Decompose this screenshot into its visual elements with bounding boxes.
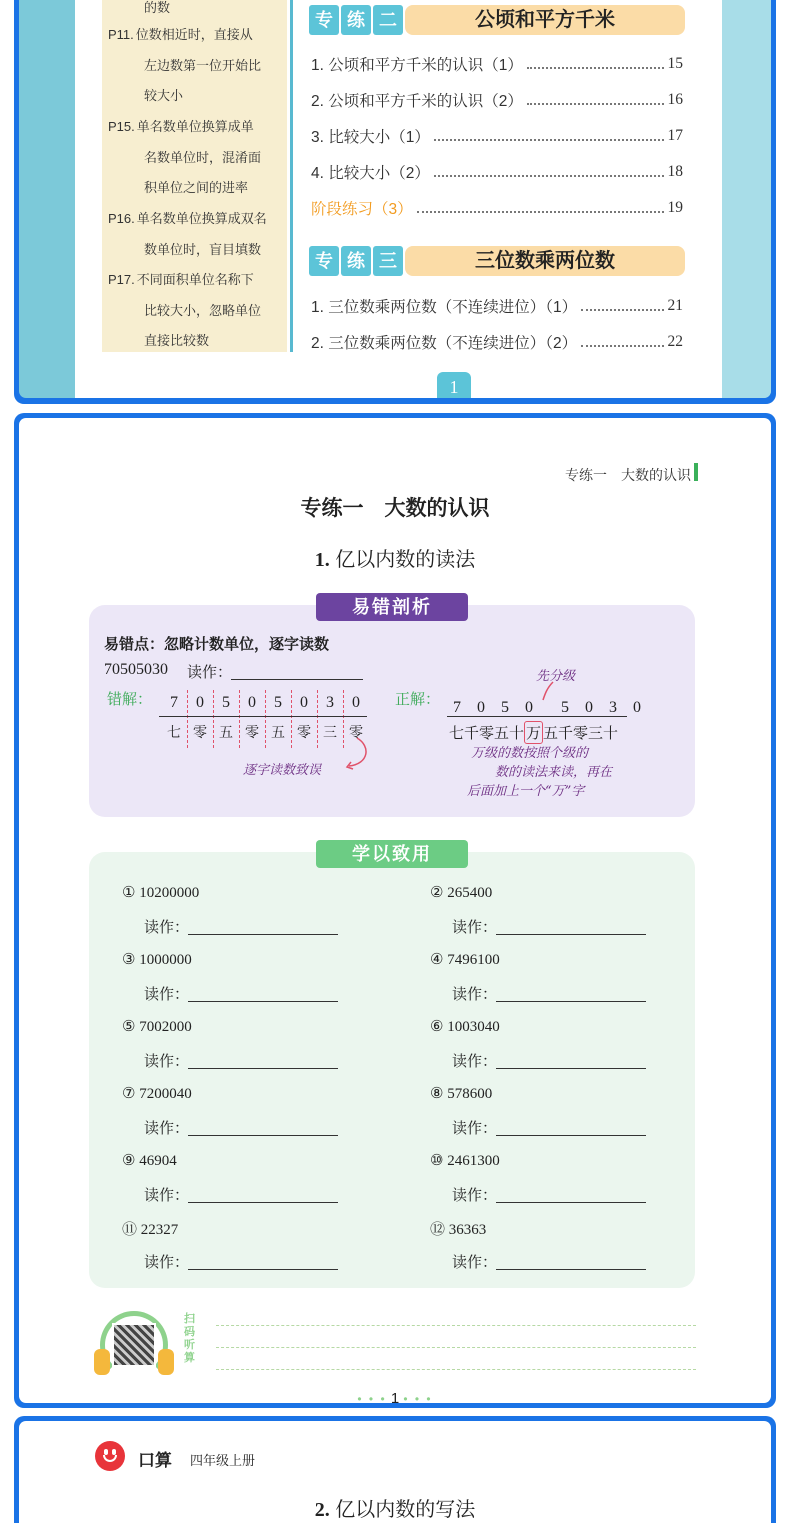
note-line: 比较大小，忽略单位 — [144, 303, 262, 319]
exercise-value: 1000000 — [139, 952, 192, 968]
page-number: 1 — [390, 1390, 400, 1403]
toc-entry[interactable] — [311, 124, 683, 148]
read-label: 读作： — [452, 1053, 498, 1070]
column-divider — [290, 0, 293, 352]
brand-name: 口算 — [138, 1451, 172, 1470]
read-label: 读作： — [144, 1120, 190, 1137]
page-footer: • • • 1 • • • — [19, 1390, 771, 1403]
note-line: 左边数第一位开始比 — [144, 58, 262, 74]
toc-label: 3. 比较大小（1） — [311, 129, 430, 146]
exercise-number — [122, 883, 199, 902]
exercise-index: ⑧ — [430, 1084, 444, 1102]
right-digits: 7 0 5 0 5 0 3 0 — [453, 699, 648, 716]
note-line: 名数单位时，混淆面 — [144, 150, 262, 166]
wrong-solution-label: 错解： — [107, 691, 153, 708]
apply-practice-tag: 学以致用 — [316, 840, 468, 868]
note-line: 不同面积单位名称下 — [136, 273, 254, 288]
note-code: P15. — [108, 119, 135, 134]
note-line: 单名数单位换算成单 — [136, 120, 254, 135]
answer-line[interactable] — [188, 934, 338, 935]
running-head-marker — [694, 463, 698, 481]
read-label: 读作： — [187, 664, 233, 681]
answer-line[interactable] — [188, 1269, 338, 1270]
note-line: 积单位之间的进率 — [144, 181, 249, 196]
qr-code-icon[interactable] — [112, 1323, 156, 1367]
section-chip: 二 — [373, 5, 403, 35]
note-item — [108, 204, 267, 266]
exercise-value: 22327 — [140, 1222, 179, 1238]
note-line: 位数相近时，直接从 — [135, 28, 253, 43]
answer-line[interactable] — [188, 1068, 338, 1069]
contents-page-background — [19, 0, 771, 398]
toc-page: 17 — [667, 127, 683, 144]
wrong-arrow-icon — [319, 736, 379, 776]
note-line: 数单位时，盲目填数 — [144, 242, 262, 258]
error-analysis-tag: 易错剖析 — [316, 593, 468, 621]
exercise-number — [122, 1084, 192, 1103]
notes-line — [216, 1369, 696, 1370]
error-number: 70505030 — [104, 661, 168, 678]
wrong-digit: 0 — [300, 694, 308, 711]
exercise-index: ⑫ — [430, 1220, 446, 1238]
toc-label: 1. 公顷和平方千米的认识（1） — [311, 57, 523, 74]
hint-top: 先分级 — [536, 669, 576, 684]
error-point: 易错点：忽略计数单位，逐字读数 — [104, 636, 330, 653]
exercise-index: ⑩ — [430, 1151, 444, 1169]
toc-page: 22 — [667, 333, 683, 350]
lesson-title-text: 亿以内数的写法 — [335, 1499, 476, 1521]
exercise-value: 36363 — [448, 1222, 487, 1238]
lesson-number: 2. — [314, 1499, 330, 1521]
wrong-char: 零 — [349, 725, 363, 741]
section-title: 三位数乘两位数 — [405, 246, 685, 276]
toc-page: 18 — [667, 163, 683, 180]
wrong-note: 逐字读数致误 — [243, 763, 322, 778]
section-header-2 — [309, 5, 685, 35]
digit-separator — [239, 690, 240, 748]
lesson-title-text: 亿以内数的读法 — [335, 549, 476, 571]
exercise-value: 10200000 — [139, 885, 200, 901]
section-chip: 练 — [341, 246, 371, 276]
answer-line[interactable] — [496, 1202, 646, 1203]
wrong-char: 五 — [271, 725, 285, 741]
exercise-number — [430, 1151, 500, 1170]
read-label: 读作： — [452, 1187, 498, 1204]
answer-line[interactable] — [496, 1269, 646, 1270]
wrong-digit: 3 — [326, 694, 334, 711]
toc-entry-stage-practice[interactable] — [311, 196, 683, 220]
grade-label: 四年级上册 — [190, 1453, 256, 1468]
note-line: 较大小 — [144, 89, 184, 104]
grid-rule — [159, 716, 367, 717]
page-number-tab: 1 — [437, 372, 471, 398]
note-line: 单名数单位换算成双名 — [136, 212, 267, 227]
contents-page-sheet — [75, 0, 722, 398]
lesson-title — [19, 543, 771, 572]
wrong-char: 零 — [245, 725, 259, 741]
answer-line[interactable] — [188, 1135, 338, 1136]
exercise-number — [122, 1017, 192, 1036]
hint-bottom-line: 后面加上一个“万”字 — [467, 784, 585, 799]
toc-label: 2. 公顷和平方千米的认识（2） — [311, 93, 523, 110]
unit-title: 专练一 大数的认识 — [300, 495, 490, 520]
exercise-index: ⑤ — [122, 1017, 136, 1035]
read-label: 读作： — [144, 1254, 190, 1271]
exercise-index: ① — [122, 883, 136, 901]
toc-entry[interactable] — [311, 88, 683, 112]
section-header-3 — [309, 246, 685, 276]
exercise-index: ④ — [430, 950, 444, 968]
right-solution-label: 正解： — [395, 691, 441, 708]
exercise-number — [430, 950, 500, 969]
read-label: 读作： — [144, 1187, 190, 1204]
toc-entry[interactable] — [311, 330, 683, 354]
toc-page: 15 — [667, 55, 683, 72]
smiley-logo-icon — [95, 1441, 125, 1471]
note-item — [108, 20, 261, 113]
section-chip: 专 — [309, 246, 339, 276]
wrong-digit: 7 — [170, 694, 178, 711]
exercise-value: 265400 — [447, 885, 493, 901]
next-page-panel — [14, 1416, 776, 1523]
read-label: 读作： — [452, 986, 498, 1003]
notes-line — [216, 1347, 696, 1348]
contents-page-panel — [14, 0, 776, 404]
note-code: P16. — [108, 211, 135, 226]
digit-separator — [187, 690, 188, 748]
exercise-value: 7496100 — [447, 952, 500, 968]
digit-separator — [265, 690, 266, 748]
answer-line[interactable] — [496, 1001, 646, 1002]
read-label: 读作： — [452, 1254, 498, 1271]
read-label: 读作： — [144, 919, 190, 936]
exercise-number — [430, 1084, 492, 1103]
exercise-index: ② — [430, 883, 444, 901]
wrong-digit: 0 — [352, 694, 360, 711]
wrong-char: 三 — [323, 725, 337, 741]
exercise-number — [122, 1151, 177, 1170]
note-item — [108, 112, 261, 205]
exercise-number — [122, 950, 192, 969]
wrong-char: 零 — [297, 725, 311, 741]
reading-part: 五千零三十 — [543, 724, 619, 742]
exercise-value: 578600 — [447, 1086, 493, 1102]
read-label: 读作： — [452, 1120, 498, 1137]
next-page-sheet — [19, 1421, 771, 1523]
running-head: 专练一 大数的认识 — [565, 467, 691, 483]
toc-label: 1. 三位数乘两位数（不连续进位）（1） — [311, 299, 578, 316]
toc-entry[interactable] — [311, 52, 683, 76]
scan-listen-badge[interactable] — [94, 1309, 174, 1389]
reading-part: 七千零五十 — [449, 724, 525, 742]
section-title: 公顷和平方千米 — [405, 5, 685, 35]
digit-separator — [291, 690, 292, 748]
exercise-value: 46904 — [139, 1153, 177, 1169]
section-chip: 练 — [341, 5, 371, 35]
exercise-index: ⑥ — [430, 1017, 444, 1035]
wrong-digit: 5 — [222, 694, 230, 711]
wrong-digit: 5 — [274, 694, 282, 711]
lesson-title — [19, 1493, 771, 1522]
exercise-page-sheet — [19, 418, 771, 1403]
exercise-number — [430, 1017, 500, 1036]
read-label: 读作： — [144, 1053, 190, 1070]
toc-label: 阶段练习（3） — [311, 201, 413, 218]
exercise-index: ⑨ — [122, 1151, 136, 1169]
exercise-number — [122, 1218, 178, 1239]
toc-page: 21 — [667, 297, 683, 314]
answer-line[interactable] — [188, 1202, 338, 1203]
digit-separator — [317, 690, 318, 748]
notes-line — [216, 1325, 696, 1326]
note-line: 直接比较数 — [144, 334, 210, 349]
answer-line[interactable] — [188, 1001, 338, 1002]
exercise-value: 1003040 — [447, 1019, 500, 1035]
exercise-number — [430, 1218, 486, 1239]
toc-page: 19 — [667, 199, 683, 216]
decorative-band — [722, 0, 771, 398]
section-chip: 三 — [373, 246, 403, 276]
answer-line[interactable] — [496, 1068, 646, 1069]
right-reading — [449, 721, 618, 744]
toc-label: 4. 比较大小（2） — [311, 165, 430, 182]
read-label: 读作： — [144, 986, 190, 1003]
answer-line[interactable] — [496, 1135, 646, 1136]
exercise-value: 2461300 — [447, 1153, 500, 1169]
exercise-value: 7002000 — [139, 1019, 192, 1035]
error-notes-column — [102, 0, 287, 352]
answer-line[interactable] — [496, 934, 646, 935]
section-chip: 专 — [309, 5, 339, 35]
wrong-char: 零 — [193, 725, 207, 741]
exercise-index: ⑪ — [122, 1220, 138, 1238]
toc-label: 2. 三位数乘两位数（不连续进位）（2） — [311, 335, 578, 352]
wrong-char: 五 — [219, 725, 233, 741]
wrong-digit: 0 — [196, 694, 204, 711]
toc-entry[interactable] — [311, 294, 683, 318]
read-label: 读作： — [452, 919, 498, 936]
lesson-number: 1. — [314, 549, 330, 571]
note-line: 的数 — [144, 1, 171, 16]
exercise-number — [430, 883, 492, 902]
hint-bottom-line: 数的读法来读，再在 — [495, 765, 613, 780]
exercise-page-panel — [14, 413, 776, 1408]
note-item — [108, 265, 261, 358]
note-code: P17. — [108, 272, 135, 287]
grid-rule — [447, 716, 627, 717]
exercise-index: ⑦ — [122, 1084, 136, 1102]
wrong-char: 七 — [167, 725, 181, 741]
toc-entry[interactable] — [311, 160, 683, 184]
digit-separator — [213, 690, 214, 748]
exercise-value: 7200040 — [139, 1086, 192, 1102]
hint-bottom-line: 万级的数按照个级的 — [471, 746, 589, 761]
wrong-digit: 0 — [248, 694, 256, 711]
note-code: P11. — [108, 27, 134, 42]
exercise-index: ③ — [122, 950, 136, 968]
answer-line — [231, 679, 363, 680]
wan-highlight: 万 — [524, 721, 543, 744]
scan-listen-text: 扫码听算 — [184, 1313, 195, 1364]
toc-page: 16 — [667, 91, 683, 108]
